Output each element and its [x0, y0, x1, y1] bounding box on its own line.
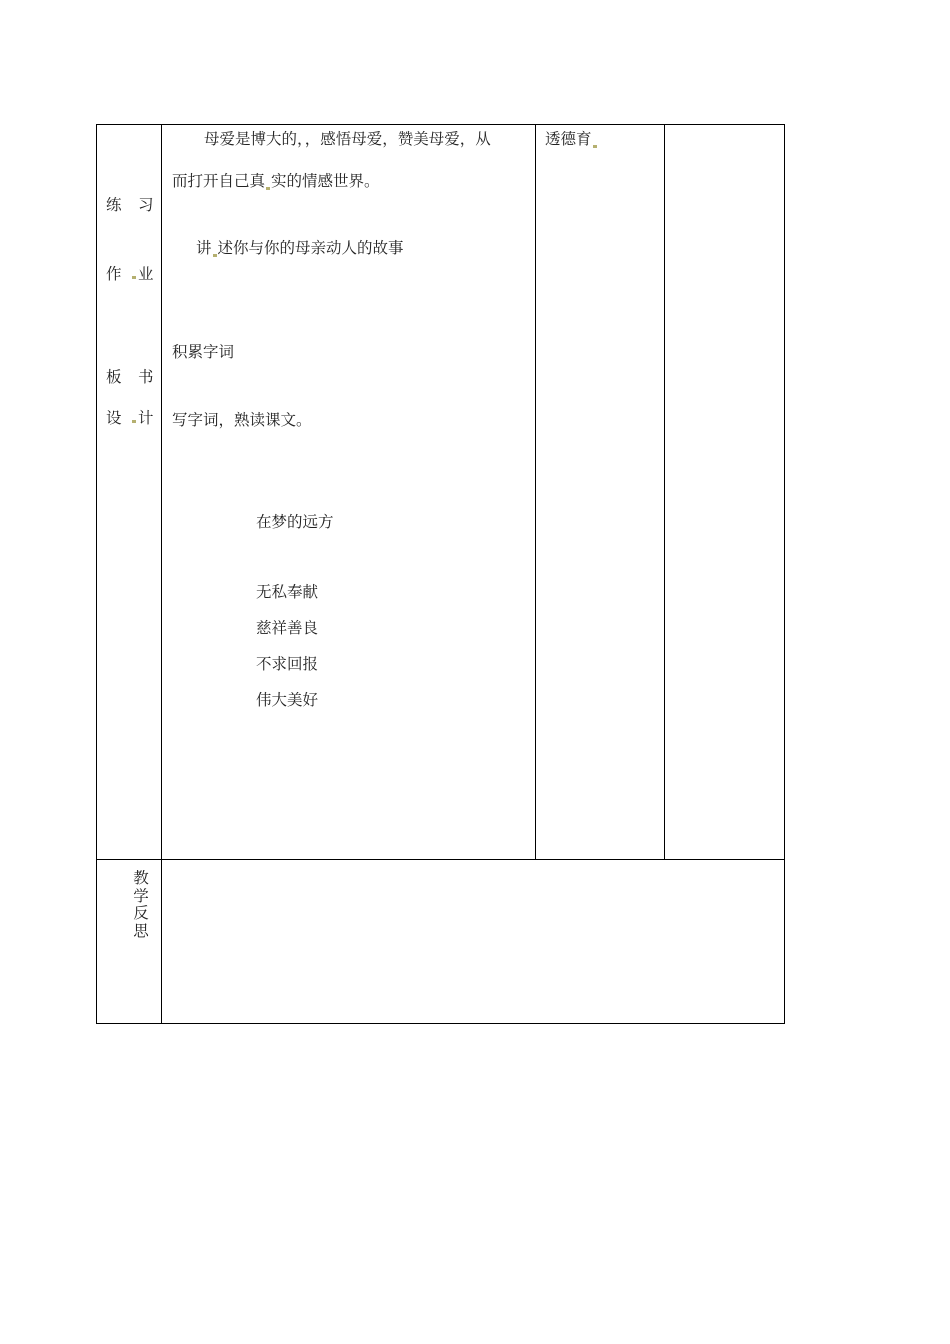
- board-item: 慈祥善良: [256, 619, 319, 637]
- task-write-and-read: 写字词，熟读课文。: [172, 411, 312, 429]
- label-practice-2: 习: [138, 196, 154, 214]
- border-left: [96, 124, 97, 1024]
- reflection-char: 学: [133, 886, 149, 905]
- homework-task-part-b: 述你与你的母亲动人的故事: [217, 239, 404, 257]
- border-label-col: [161, 124, 162, 1024]
- mark-dot: [593, 145, 597, 148]
- label-homework-1: 作: [106, 265, 122, 283]
- homework-task-part-a: 讲: [196, 239, 212, 257]
- side-note: [545, 129, 598, 149]
- border-top: [96, 124, 785, 125]
- border-content-col: [535, 124, 536, 860]
- board-item: 无私奉献: [256, 583, 319, 601]
- label-homework-2: 业: [138, 265, 154, 283]
- homework-task: [196, 238, 404, 258]
- summary-line-2: [172, 171, 380, 191]
- reflection-char: 反: [133, 904, 149, 922]
- label-board-2: 书: [138, 368, 154, 386]
- border-right: [784, 124, 785, 1024]
- board-title: 在梦的远方: [256, 513, 334, 531]
- board-item: 伟大美好: [256, 691, 319, 709]
- label-board-1: 板: [106, 368, 122, 386]
- reflection-label: [131, 870, 151, 940]
- mark-dot: [266, 187, 270, 190]
- border-bottom: [96, 1023, 785, 1024]
- label-practice-1: 练: [106, 196, 122, 214]
- label-design-2: 计: [138, 409, 154, 427]
- mark-dot: [132, 276, 136, 279]
- summary-line-2-part-a: 而打开自己真: [172, 172, 266, 190]
- label-design-1: 设: [106, 409, 122, 427]
- border-middle: [96, 859, 785, 860]
- mark-dot: [132, 420, 136, 423]
- side-note-text: 透德育: [545, 130, 592, 148]
- border-note-col: [664, 124, 665, 860]
- reflection-char: 思: [133, 921, 149, 940]
- summary-line-1: 母爱是博大的，，感悟母爱，赞美母爱，从: [204, 130, 491, 148]
- reflection-char: 教: [133, 869, 149, 887]
- board-item: 不求回报: [256, 655, 319, 673]
- task-accumulate-words: 积累字词: [172, 343, 235, 361]
- mark-dot: [213, 254, 217, 257]
- summary-line-2-part-b: 实的情感世界。: [271, 172, 380, 190]
